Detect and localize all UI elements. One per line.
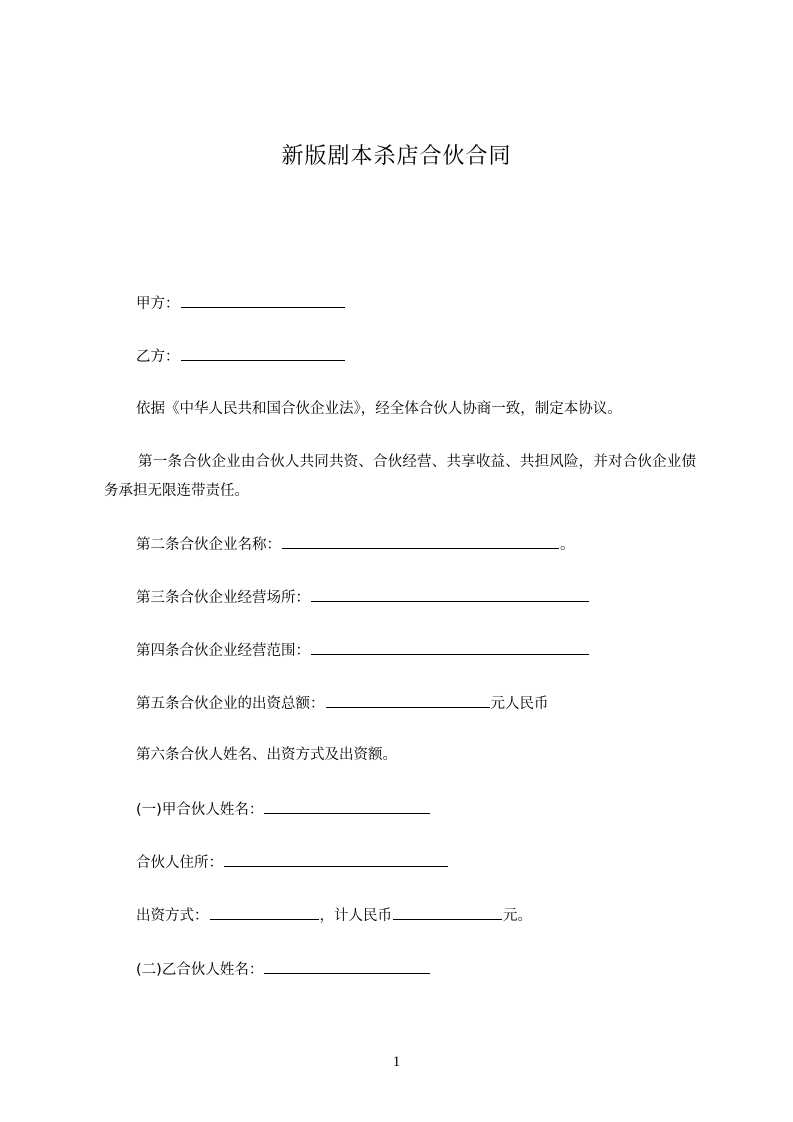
contribution-method-blank[interactable] — [210, 904, 319, 920]
article-5-label: 第五条合伙企业的出资总额： — [136, 696, 325, 712]
article-1-paragraph: 第一条合伙企业由合伙人共同共资、合伙经营、共享收益、共担风险，并对合伙企业债务承担无限连带责任。 — [104, 454, 696, 499]
article-3-label: 第三条合伙企业经营场所： — [136, 590, 310, 606]
contribution-line — [136, 904, 532, 926]
intro-text: 依据《中华人民共和国合伙企业法》，经全体合伙人协商一致，制定本协议。 — [136, 401, 622, 417]
article-2-label: 第二条合伙企业名称： — [136, 537, 281, 553]
partner-address-line — [136, 851, 449, 873]
contribution-mid-text: ，计人民币 — [319, 908, 392, 924]
party-a-label: 甲方： — [136, 296, 180, 312]
document-title: 新版剧本杀店合伙合同 — [281, 144, 512, 169]
article-2-suffix: 。 — [560, 537, 575, 553]
total-capital-blank[interactable] — [326, 692, 490, 708]
partner-b-name-blank[interactable] — [264, 958, 430, 974]
article-3-line — [136, 586, 590, 608]
article-5-suffix: 元人民币 — [490, 696, 549, 712]
party-b-blank[interactable] — [181, 345, 345, 361]
partner-b-name-line — [136, 958, 431, 980]
article-6-text: 第六条合伙人姓名、出资方式及出资额。 — [136, 747, 397, 763]
article-4-label: 第四条合伙企业经营范围： — [136, 643, 310, 659]
partner-a-name-blank[interactable] — [264, 798, 430, 814]
partner-address-label: 合伙人住所： — [136, 855, 223, 871]
page-number: 1 — [392, 1054, 401, 1070]
article-4-line — [136, 639, 590, 661]
contribution-amount-blank[interactable] — [393, 904, 502, 920]
contribution-method-label: 出资方式： — [136, 908, 209, 924]
business-location-blank[interactable] — [311, 586, 589, 602]
party-b-label: 乙方： — [136, 349, 180, 365]
partner-address-blank[interactable] — [224, 851, 448, 867]
contribution-suffix: 元。 — [503, 908, 532, 924]
partner-a-name-line — [136, 798, 431, 820]
article-5-line — [136, 692, 549, 714]
partner-b-name-label: (二)乙合伙人姓名： — [136, 962, 264, 978]
party-b-line — [136, 345, 346, 367]
intro-line — [136, 399, 622, 419]
partner-a-name-label: (一)甲合伙人姓名： — [136, 802, 264, 818]
business-scope-blank[interactable] — [311, 639, 589, 655]
article-2-line — [136, 533, 575, 555]
company-name-blank[interactable] — [282, 533, 559, 549]
party-a-blank[interactable] — [181, 292, 345, 308]
party-a-line — [136, 292, 346, 314]
article-6-line — [136, 745, 397, 765]
